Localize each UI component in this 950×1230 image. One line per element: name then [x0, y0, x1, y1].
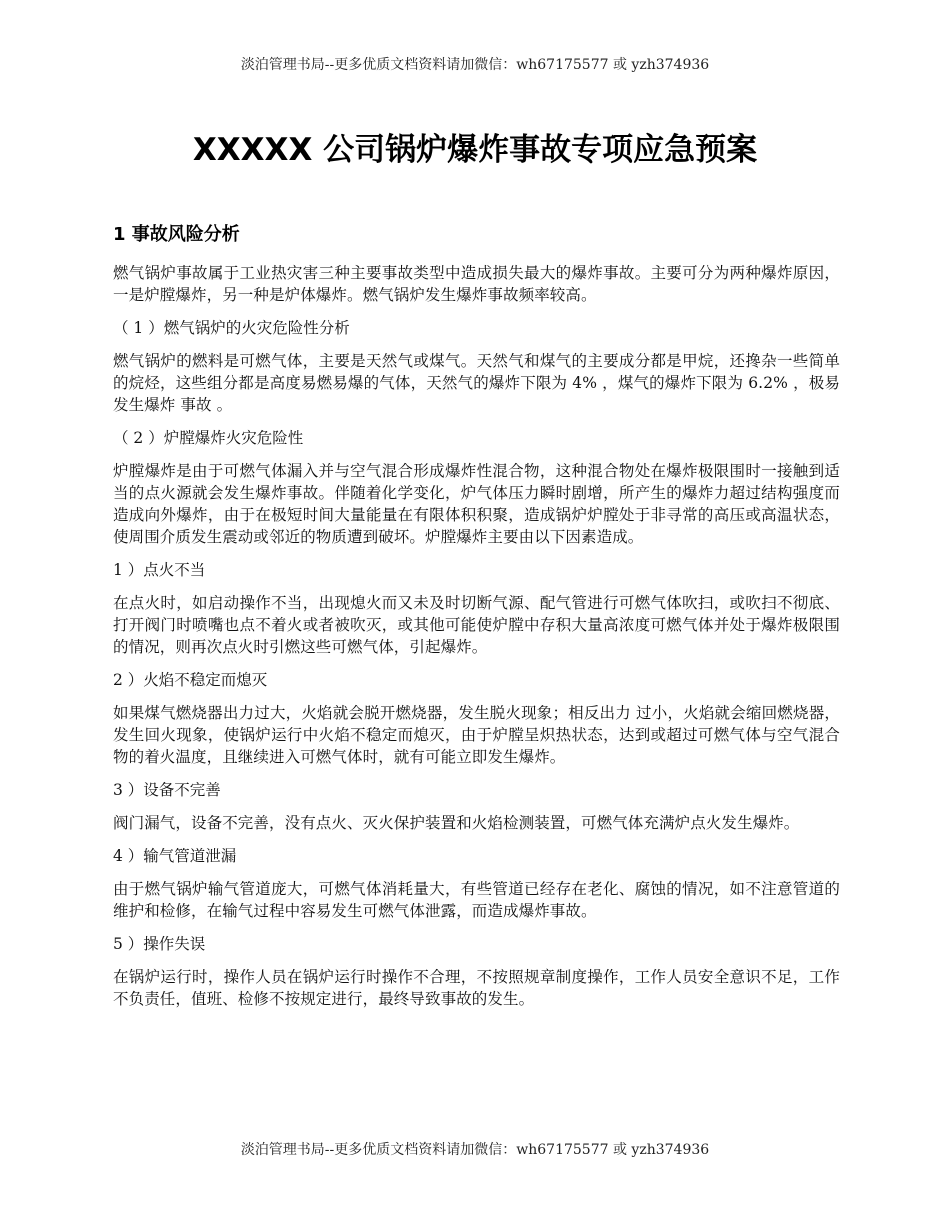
item-paragraph-4: 由于燃气锅炉输气管道庞大，可燃气体消耗量大，有些管道已经存在老化、腐蚀的情况，如不注意管道的维护和检修，在输气过程中容易发生可燃气体泄露，而造成爆炸事故。: [113, 880, 840, 920]
intro-paragraph: 燃气锅炉事故属于工业热灾害三种主要事故类型中造成损失最大的爆炸事故。主要可分为两种爆炸原因，一是炉膛爆炸，另一种是炉体爆炸。燃气锅炉发生爆炸事故频率较高。: [113, 264, 840, 304]
subsection-paragraph-1: 燃气锅炉的燃料是可燃气体，主要是天然气或煤气。天然气和煤气的主要成分都是甲烷，还搀杂一些简单的烷烃，这些组分都是高度易燃易爆的气体，天然气的爆炸下限为 4% ，煤气的爆炸下限为 6.2% ，极易发生爆炸 事故 。: [113, 352, 840, 414]
item-paragraph-5: 在锅炉运行时，操作人员在锅炉运行时操作不合理，不按照规章制度操作，工作人员安全意识不足，工作不负责任，值班、检修不按规定进行，最终导致事故的发生。: [113, 968, 840, 1008]
item-paragraph-1: 在点火时，如启动操作不当，出现熄火而又未及时切断气源、配气管进行可燃气体吹扫，或吹扫不彻底、打开阀门时喷嘴也点不着火或者被吹灭，或其他可能使炉膛中存积大量高浓度可燃气体并处于爆炸极限围的情况，则再次点火时引燃这些可燃气体，引起爆炸。: [113, 594, 840, 656]
item-title-3: 3 ）设备不完善: [113, 781, 221, 799]
page-header: 淡泊管理书局--更多优质文档资料请加微信：wh67175577 或 yzh374936: [240, 57, 710, 73]
page-footer: 淡泊管理书局--更多优质文档资料请加微信：wh67175577 或 yzh374936: [240, 1142, 710, 1158]
document-title: XXXXX 公司锅炉爆炸事故专项应急预案: [192, 132, 758, 168]
item-title-2: 2 ）火焰不稳定而熄灭: [113, 671, 268, 689]
section-heading: 1 事故风险分析: [113, 224, 240, 245]
item-title-1: 1 ）点火不当: [113, 561, 206, 579]
item-paragraph-3: 阀门漏气，设备不完善，没有点火、灭火保护装置和火焰检测装置，可燃气体充满炉点火发生爆炸。: [113, 814, 800, 832]
item-title-4: 4 ）输气管道泄漏: [113, 847, 237, 865]
document-body: [113, 222, 840, 1021]
subsection-title-1: （ 1 ）燃气锅炉的火灾危险性分析: [113, 319, 350, 337]
item-title-5: 5 ）操作失误: [113, 935, 206, 953]
item-paragraph-2: 如果煤气燃烧器出力过大，火焰就会脱开燃烧器，发生脱火现象；相反出力 过小，火焰就会缩回燃烧器，发生回火现象，使锅炉运行中火焰不稳定而熄灭，由于炉膛呈炽热状态，达到或超过可燃气体与空气混合物的着火温度，且继续进入可燃气体时，就有可能立即发生爆炸。: [113, 704, 840, 766]
subsection-title-2: （ 2 ）炉膛爆炸火灾危险性: [113, 429, 304, 447]
subsection-paragraph-2: 炉膛爆炸是由于可燃气体漏入并与空气混合形成爆炸性混合物，这种混合物处在爆炸极限围时一接触到适当的点火源就会发生爆炸事故。伴随着化学变化，炉气体压力瞬时剧增，所产生的爆炸力超过结构强度而造成向外爆炸，由于在极短时间大量能量在有限体积积聚，造成锅炉炉膛处于非寻常的高压或高温状态，使周围介质发生震动或邻近的物质遭到破坏。炉膛爆炸主要由以下因素造成。: [113, 462, 840, 546]
